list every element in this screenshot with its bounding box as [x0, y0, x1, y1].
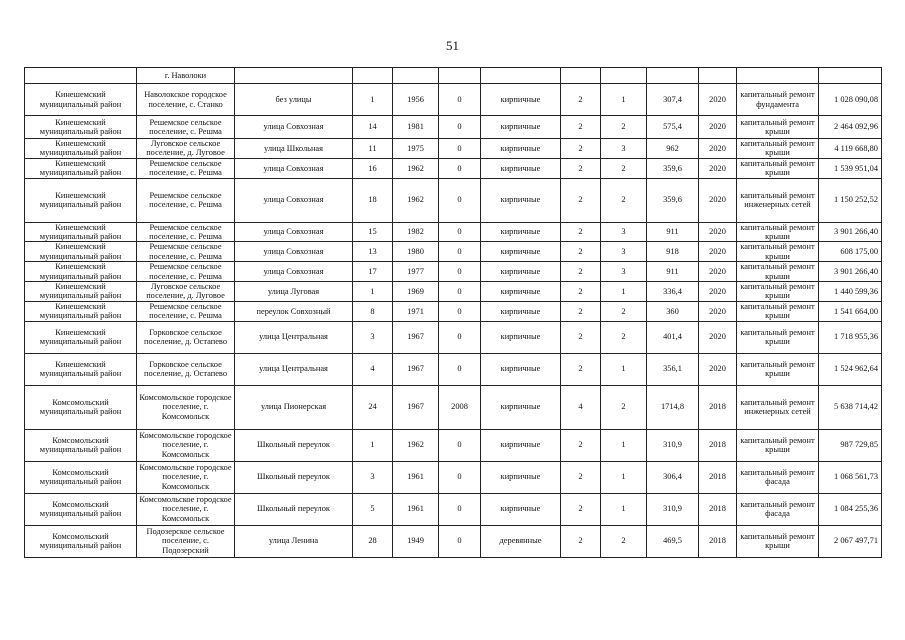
work-type-cell: капитальный ремонт инженерных сетей	[737, 385, 819, 429]
wall-material-cell: кирпичные	[481, 461, 561, 493]
cost-cell: 1 718 955,36	[819, 321, 882, 353]
repair-year-cell: 2018	[699, 461, 737, 493]
house-number-cell	[353, 68, 393, 84]
area-cell: 310,9	[647, 493, 699, 525]
entrances-cell: 2	[601, 301, 647, 321]
floors-cell: 2	[561, 178, 601, 222]
repair-year-cell: 2020	[699, 84, 737, 116]
street-cell: улица Совхозная	[235, 158, 353, 178]
area-cell: 356,1	[647, 353, 699, 385]
year-built-cell: 1982	[393, 222, 439, 242]
table-row	[25, 301, 882, 321]
area-cell: 336,4	[647, 282, 699, 302]
page-number: 51	[446, 38, 459, 53]
area-cell: 306,4	[647, 461, 699, 493]
wall-material-cell: кирпичные	[481, 493, 561, 525]
district-cell: Комсомольский муниципальный район	[25, 429, 137, 461]
work-type-cell: капитальный ремонт крыши	[737, 158, 819, 178]
area-cell: 1714,8	[647, 385, 699, 429]
year-overhaul-cell: 0	[439, 242, 481, 262]
area-cell: 401,4	[647, 321, 699, 353]
work-type-cell: капитальный ремонт фасада	[737, 493, 819, 525]
wall-material-cell: кирпичные	[481, 242, 561, 262]
entrances-cell: 2	[601, 385, 647, 429]
house-number-cell: 15	[353, 222, 393, 242]
year-overhaul-cell: 0	[439, 525, 481, 557]
house-number-cell: 18	[353, 178, 393, 222]
housing-repair-table	[24, 67, 882, 558]
wall-material-cell: кирпичные	[481, 282, 561, 302]
district-cell: Кинешемский муниципальный район	[25, 353, 137, 385]
district-cell: Кинешемский муниципальный район	[25, 139, 137, 159]
table-row	[25, 178, 882, 222]
repair-year-cell: 2020	[699, 158, 737, 178]
year-overhaul-cell: 0	[439, 84, 481, 116]
wall-material-cell: кирпичные	[481, 116, 561, 139]
settlement-cell: Комсомольское городское поселение, г. Комсомольск	[137, 429, 235, 461]
settlement-cell: Решемское сельское поселение, с. Решма	[137, 158, 235, 178]
work-type-cell: капитальный ремонт крыши	[737, 116, 819, 139]
table-row	[25, 429, 882, 461]
wall-material-cell: кирпичные	[481, 353, 561, 385]
settlement-cell: Решемское сельское поселение, с. Решма	[137, 116, 235, 139]
district-cell: Кинешемский муниципальный район	[25, 84, 137, 116]
area-cell: 962	[647, 139, 699, 159]
cost-cell: 1 150 252,52	[819, 178, 882, 222]
district-cell: Комсомольский муниципальный район	[25, 493, 137, 525]
house-number-cell: 24	[353, 385, 393, 429]
district-cell: Кинешемский муниципальный район	[25, 282, 137, 302]
street-cell: улица Совхозная	[235, 242, 353, 262]
cost-cell: 1 541 664,00	[819, 301, 882, 321]
district-cell: Кинешемский муниципальный район	[25, 321, 137, 353]
repair-year-cell: 2020	[699, 116, 737, 139]
year-overhaul-cell: 0	[439, 222, 481, 242]
year-overhaul-cell: 0	[439, 116, 481, 139]
year-built-cell: 1962	[393, 158, 439, 178]
district-cell: Кинешемский муниципальный район	[25, 116, 137, 139]
work-type-cell: капитальный ремонт крыши	[737, 282, 819, 302]
table-row	[25, 493, 882, 525]
year-overhaul-cell: 0	[439, 178, 481, 222]
entrances-cell: 1	[601, 461, 647, 493]
year-overhaul-cell: 0	[439, 158, 481, 178]
house-number-cell: 13	[353, 242, 393, 262]
cost-cell: 1 539 951,04	[819, 158, 882, 178]
cost-cell: 2 464 092,96	[819, 116, 882, 139]
settlement-cell: Комсомольское городское поселение, г. Комсомольск	[137, 461, 235, 493]
district-cell: Комсомольский муниципальный район	[25, 385, 137, 429]
cost-cell: 3 901 266,40	[819, 222, 882, 242]
entrances-cell	[601, 68, 647, 84]
street-cell: улица Совхозная	[235, 116, 353, 139]
wall-material-cell: кирпичные	[481, 301, 561, 321]
floors-cell: 2	[561, 139, 601, 159]
house-number-cell: 5	[353, 493, 393, 525]
entrances-cell: 1	[601, 429, 647, 461]
street-cell: улица Совхозная	[235, 178, 353, 222]
street-cell: переулок Совхозный	[235, 301, 353, 321]
settlement-cell: Комсомольское городское поселение, г. Комсомольск	[137, 385, 235, 429]
area-cell: 359,6	[647, 158, 699, 178]
year-built-cell: 1962	[393, 178, 439, 222]
year-overhaul-cell: 0	[439, 282, 481, 302]
floors-cell: 4	[561, 385, 601, 429]
entrances-cell: 3	[601, 262, 647, 282]
settlement-cell: Луговское сельское поселение, д. Луговое	[137, 282, 235, 302]
floors-cell: 2	[561, 158, 601, 178]
repair-year-cell: 2018	[699, 525, 737, 557]
district-cell: Кинешемский муниципальный район	[25, 242, 137, 262]
wall-material-cell: кирпичные	[481, 385, 561, 429]
house-number-cell: 11	[353, 139, 393, 159]
floors-cell	[561, 68, 601, 84]
table-row	[25, 525, 882, 557]
year-built-cell: 1971	[393, 301, 439, 321]
year-overhaul-cell: 0	[439, 429, 481, 461]
settlement-cell: Луговское сельское поселение, д. Луговое	[137, 139, 235, 159]
repair-year-cell: 2020	[699, 178, 737, 222]
wall-material-cell: кирпичные	[481, 158, 561, 178]
wall-material-cell: кирпичные	[481, 321, 561, 353]
settlement-cell: Комсомольское городское поселение, г. Комсомольск	[137, 493, 235, 525]
year-built-cell: 1969	[393, 282, 439, 302]
floors-cell: 2	[561, 493, 601, 525]
work-type-cell: капитальный ремонт крыши	[737, 262, 819, 282]
repair-year-cell: 2020	[699, 139, 737, 159]
area-cell: 575,4	[647, 116, 699, 139]
year-overhaul-cell: 0	[439, 139, 481, 159]
street-cell: улица Ленина	[235, 525, 353, 557]
table-row	[25, 461, 882, 493]
repair-year-cell: 2018	[699, 385, 737, 429]
entrances-cell: 3	[601, 139, 647, 159]
house-number-cell: 28	[353, 525, 393, 557]
year-overhaul-cell: 0	[439, 301, 481, 321]
year-built-cell: 1967	[393, 353, 439, 385]
settlement-cell: Наволокское городское поселение, с. Станко	[137, 84, 235, 116]
street-cell: улица Центральная	[235, 321, 353, 353]
floors-cell: 2	[561, 321, 601, 353]
entrances-cell: 2	[601, 525, 647, 557]
year-built-cell: 1975	[393, 139, 439, 159]
work-type-cell: капитальный ремонт крыши	[737, 353, 819, 385]
repair-year-cell: 2020	[699, 321, 737, 353]
table-row	[25, 116, 882, 139]
work-type-cell: капитальный ремонт крыши	[737, 429, 819, 461]
wall-material-cell	[481, 68, 561, 84]
repair-year-cell: 2020	[699, 353, 737, 385]
area-cell	[647, 68, 699, 84]
year-overhaul-cell	[439, 68, 481, 84]
floors-cell: 2	[561, 429, 601, 461]
work-type-cell: капитальный ремонт крыши	[737, 139, 819, 159]
cost-cell: 1 084 255,36	[819, 493, 882, 525]
floors-cell: 2	[561, 525, 601, 557]
cost-cell: 608 175,00	[819, 242, 882, 262]
year-built-cell: 1956	[393, 84, 439, 116]
settlement-cell: Решемское сельское поселение, с. Решма	[137, 262, 235, 282]
work-type-cell: капитальный ремонт фундамента	[737, 84, 819, 116]
work-type-cell: капитальный ремонт инженерных сетей	[737, 178, 819, 222]
area-cell: 911	[647, 222, 699, 242]
settlement-cell: Решемское сельское поселение, с. Решма	[137, 222, 235, 242]
floors-cell: 2	[561, 461, 601, 493]
street-cell: Школьный переулок	[235, 493, 353, 525]
settlement-cell: Решемское сельское поселение, с. Решма	[137, 301, 235, 321]
area-cell: 911	[647, 262, 699, 282]
street-cell: улица Совхозная	[235, 222, 353, 242]
repair-year-cell: 2020	[699, 301, 737, 321]
area-cell: 359,6	[647, 178, 699, 222]
floors-cell: 2	[561, 84, 601, 116]
table-body	[25, 68, 882, 558]
entrances-cell: 2	[601, 116, 647, 139]
district-cell: Комсомольский муниципальный район	[25, 461, 137, 493]
street-cell: Школьный переулок	[235, 429, 353, 461]
settlement-cell: Подозерское сельское поселение, с. Подозерский	[137, 525, 235, 557]
work-type-cell: капитальный ремонт крыши	[737, 222, 819, 242]
table-row	[25, 321, 882, 353]
year-built-cell: 1981	[393, 116, 439, 139]
work-type-cell: капитальный ремонт крыши	[737, 525, 819, 557]
year-built-cell: 1967	[393, 321, 439, 353]
area-cell: 310,9	[647, 429, 699, 461]
table-row	[25, 353, 882, 385]
repair-year-cell: 2020	[699, 242, 737, 262]
wall-material-cell: кирпичные	[481, 262, 561, 282]
wall-material-cell: деревянные	[481, 525, 561, 557]
work-type-cell: капитальный ремонт крыши	[737, 321, 819, 353]
cost-cell: 3 901 266,40	[819, 262, 882, 282]
district-cell: Кинешемский муниципальный район	[25, 158, 137, 178]
year-overhaul-cell: 0	[439, 493, 481, 525]
district-cell: Кинешемский муниципальный район	[25, 222, 137, 242]
street-cell: улица Центральная	[235, 353, 353, 385]
street-cell: улица Совхозная	[235, 262, 353, 282]
district-cell	[25, 68, 137, 84]
work-type-cell: капитальный ремонт фасада	[737, 461, 819, 493]
house-number-cell: 3	[353, 461, 393, 493]
entrances-cell: 1	[601, 84, 647, 116]
repair-year-cell: 2020	[699, 262, 737, 282]
floors-cell: 2	[561, 262, 601, 282]
repair-year-cell: 2018	[699, 493, 737, 525]
table-row	[25, 262, 882, 282]
year-built-cell: 1967	[393, 385, 439, 429]
floors-cell: 2	[561, 222, 601, 242]
house-number-cell: 1	[353, 282, 393, 302]
year-overhaul-cell: 2008	[439, 385, 481, 429]
house-number-cell: 1	[353, 429, 393, 461]
cost-cell	[819, 68, 882, 84]
floors-cell: 2	[561, 116, 601, 139]
wall-material-cell: кирпичные	[481, 139, 561, 159]
cost-cell: 1 524 962,64	[819, 353, 882, 385]
floors-cell: 2	[561, 282, 601, 302]
table-row	[25, 385, 882, 429]
house-number-cell: 4	[353, 353, 393, 385]
floors-cell: 2	[561, 353, 601, 385]
cost-cell: 1 440 599,36	[819, 282, 882, 302]
continuation-row	[25, 68, 882, 84]
street-cell: Школьный переулок	[235, 461, 353, 493]
district-cell: Комсомольский муниципальный район	[25, 525, 137, 557]
house-number-cell: 3	[353, 321, 393, 353]
year-built-cell: 1949	[393, 525, 439, 557]
wall-material-cell: кирпичные	[481, 429, 561, 461]
settlement-cell: Горковское сельское поселение, д. Остапево	[137, 321, 235, 353]
area-cell: 307,4	[647, 84, 699, 116]
house-number-cell: 16	[353, 158, 393, 178]
entrances-cell: 2	[601, 321, 647, 353]
settlement-cell: г. Наволоки	[137, 68, 235, 84]
year-overhaul-cell: 0	[439, 353, 481, 385]
settlement-cell: Решемское сельское поселение, с. Решма	[137, 178, 235, 222]
work-type-cell: капитальный ремонт крыши	[737, 301, 819, 321]
year-built-cell: 1962	[393, 429, 439, 461]
cost-cell: 1 068 561,73	[819, 461, 882, 493]
repair-year-cell: 2020	[699, 222, 737, 242]
settlement-cell: Горковское сельское поселение, д. Остапево	[137, 353, 235, 385]
repair-year-cell: 2018	[699, 429, 737, 461]
area-cell: 469,5	[647, 525, 699, 557]
street-cell: улица Школьная	[235, 139, 353, 159]
cost-cell: 1 028 090,08	[819, 84, 882, 116]
house-number-cell: 14	[353, 116, 393, 139]
street-cell: улица Луговая	[235, 282, 353, 302]
wall-material-cell: кирпичные	[481, 222, 561, 242]
year-overhaul-cell: 0	[439, 461, 481, 493]
cost-cell: 4 119 668,80	[819, 139, 882, 159]
entrances-cell: 3	[601, 242, 647, 262]
cost-cell: 5 638 714,42	[819, 385, 882, 429]
wall-material-cell: кирпичные	[481, 84, 561, 116]
repair-year-cell: 2020	[699, 282, 737, 302]
district-cell: Кинешемский муниципальный район	[25, 301, 137, 321]
year-built-cell: 1961	[393, 461, 439, 493]
street-cell	[235, 68, 353, 84]
wall-material-cell: кирпичные	[481, 178, 561, 222]
entrances-cell: 2	[601, 158, 647, 178]
floors-cell: 2	[561, 242, 601, 262]
district-cell: Кинешемский муниципальный район	[25, 262, 137, 282]
table-row	[25, 242, 882, 262]
cost-cell: 987 729,85	[819, 429, 882, 461]
year-built-cell: 1961	[393, 493, 439, 525]
table-row	[25, 84, 882, 116]
entrances-cell: 1	[601, 282, 647, 302]
entrances-cell: 1	[601, 493, 647, 525]
house-number-cell: 8	[353, 301, 393, 321]
year-overhaul-cell: 0	[439, 262, 481, 282]
district-cell: Кинешемский муниципальный район	[25, 178, 137, 222]
year-built-cell: 1977	[393, 262, 439, 282]
settlement-cell: Решемское сельское поселение, с. Решма	[137, 242, 235, 262]
street-cell: улица Пионерская	[235, 385, 353, 429]
area-cell: 360	[647, 301, 699, 321]
entrances-cell: 2	[601, 178, 647, 222]
street-cell: без улицы	[235, 84, 353, 116]
work-type-cell: капитальный ремонт крыши	[737, 242, 819, 262]
work-type-cell	[737, 68, 819, 84]
area-cell: 918	[647, 242, 699, 262]
house-number-cell: 17	[353, 262, 393, 282]
table-row	[25, 282, 882, 302]
entrances-cell: 3	[601, 222, 647, 242]
table-row	[25, 158, 882, 178]
floors-cell: 2	[561, 301, 601, 321]
year-built-cell	[393, 68, 439, 84]
cost-cell: 2 067 497,71	[819, 525, 882, 557]
table-row	[25, 139, 882, 159]
repair-year-cell	[699, 68, 737, 84]
table-row	[25, 222, 882, 242]
year-built-cell: 1980	[393, 242, 439, 262]
entrances-cell: 1	[601, 353, 647, 385]
house-number-cell: 1	[353, 84, 393, 116]
year-overhaul-cell: 0	[439, 321, 481, 353]
